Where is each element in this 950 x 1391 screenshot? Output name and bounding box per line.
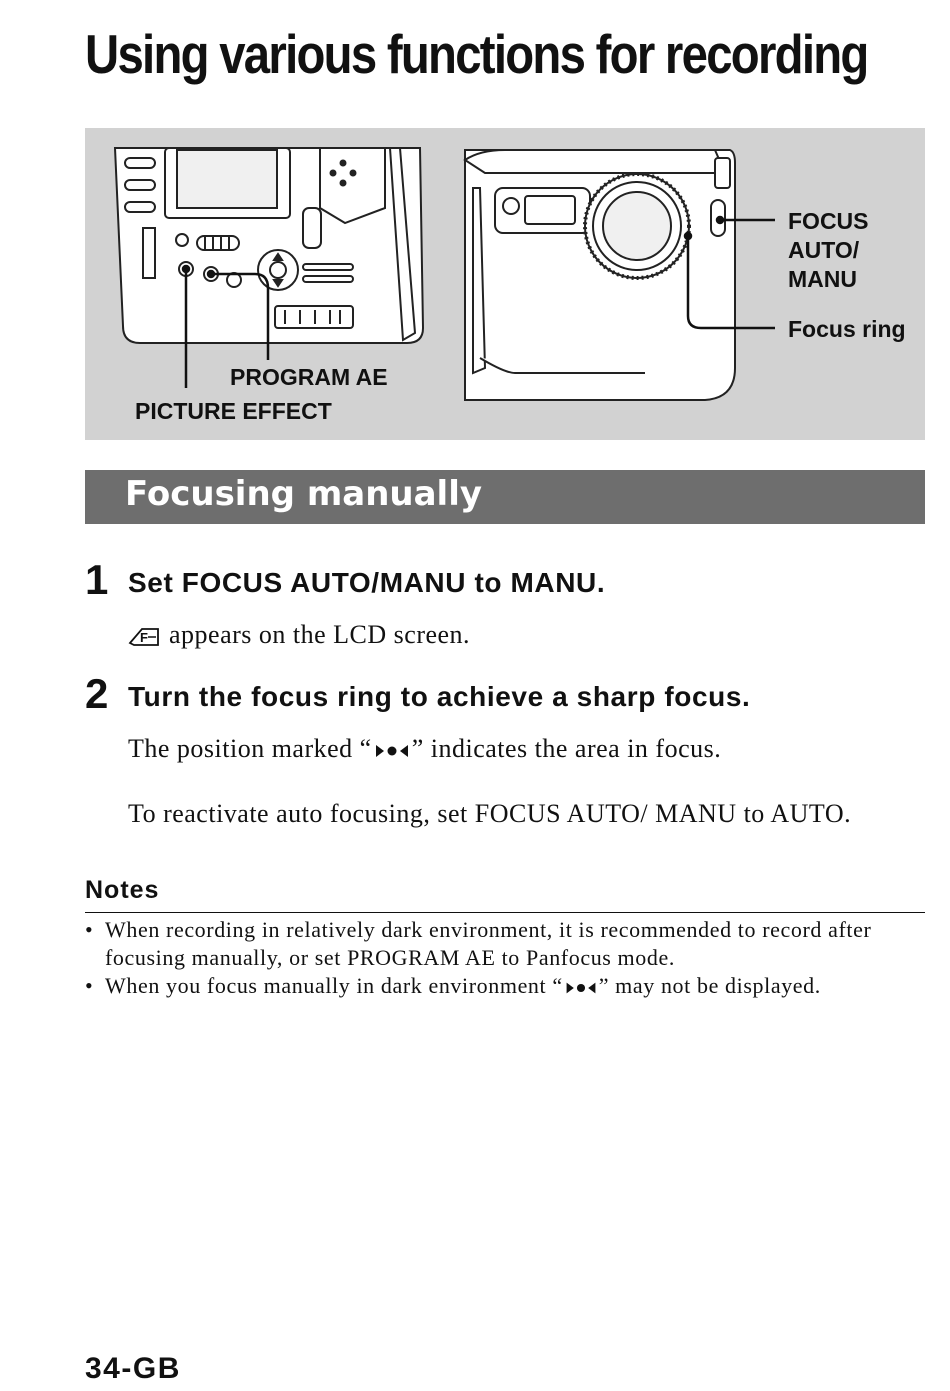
focus-auto-manu-label-line3: MANU [788,266,857,292]
focus-auto-manu-label-line2: AUTO/ [788,237,860,263]
step-2-text-after: ” indicates the area in focus. [411,734,722,763]
section-title: Focusing manually [125,474,483,514]
note-1-text: When recording in relatively dark environment, it is recommended to record after focusing manually, or set PROGRAM AE to Panfocus mode. [105,917,872,970]
note-2-text [105,972,925,1000]
step-1-text-body: appears on the LCD screen. [169,620,471,649]
page-title: Using various functions for recording [85,23,868,85]
bullet-icon: • [85,973,94,998]
program-ae-label: PROGRAM AE [230,364,388,390]
notes-heading: Notes [85,876,160,904]
focus-marker-icon [563,979,599,997]
camera-front-view-illustration [465,150,735,400]
focus-ring-label: Focus ring [788,316,906,342]
note-2-text-before: When you focus manually in dark environment “ [105,973,563,998]
svg-text:F: F [140,630,149,646]
camera-illustration-panel [85,128,925,440]
focus-marker-icon [372,741,412,761]
manual-focus-icon [128,625,162,649]
step-2-text-before: The position marked “ [128,734,372,763]
notes-divider [85,912,925,913]
section-header-bar [85,470,925,524]
note-2-text-after: ” may not be displayed. [598,973,821,998]
step-2-number: 2 [85,670,109,717]
step-2-extra-text: To reactivate auto focusing, set FOCUS AUTO/ MANU to AUTO. [128,799,852,828]
step-2-text [128,732,868,766]
note-item [85,916,930,972]
step-1-text [128,618,868,652]
picture-effect-label: PICTURE EFFECT [135,398,332,424]
step-2-heading: Turn the focus ring to achieve a sharp focus. [128,681,751,712]
note-item [85,972,930,1028]
step-1-number: 1 [85,556,109,603]
bullet-icon: • [85,917,94,942]
step-1-heading: Set FOCUS AUTO/MANU to MANU. [128,567,606,598]
page-number: 34-GB [85,1352,181,1385]
focus-auto-manu-label-line1: FOCUS [788,208,869,234]
